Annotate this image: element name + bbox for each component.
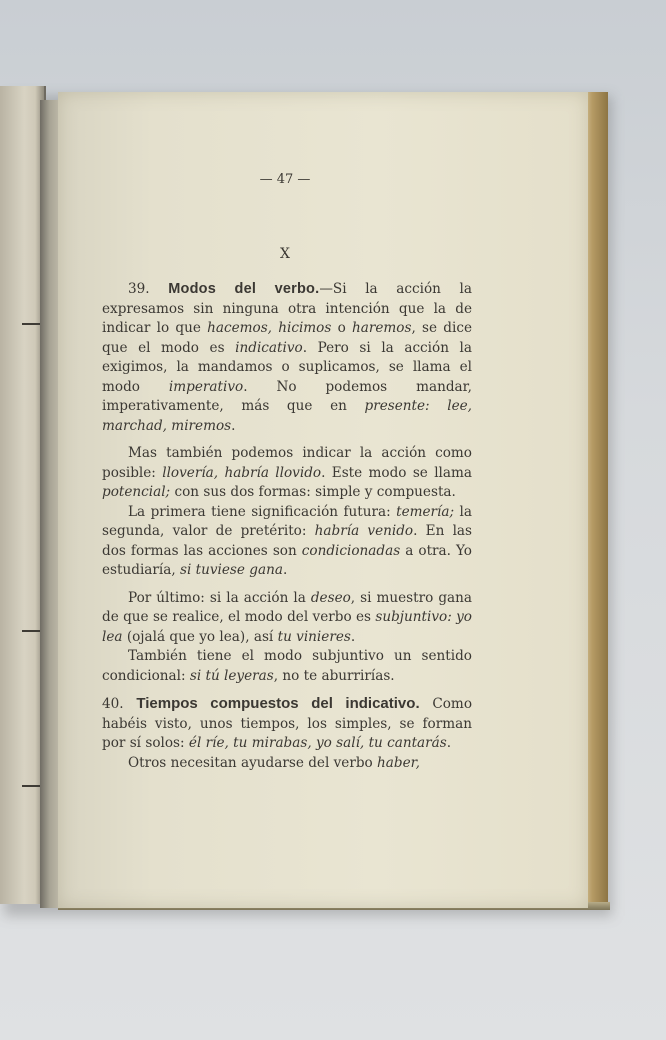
page-body	[102, 280, 472, 773]
paragraph: Por último: si la acción la deseo, si muestro gana de que se realice, el modo del verbo es subjuntivo: yo lea (ojalá que yo lea), así tu vinieres.	[102, 589, 472, 645]
section-heading: Modos del verbo.	[168, 281, 320, 297]
section-40-paragraph: 40. Tiempos compuestos del indicativo. Como habéis visto, unos tiempos, los simples, se forman por sí solos: él ríe, tu mirabas, yo salí, tu cantarás.	[102, 695, 473, 751]
section-number: 39.	[128, 281, 150, 297]
page-mark	[22, 785, 40, 787]
page-mark	[22, 630, 40, 632]
section-39-paragraph: 39. Modos del verbo.—Si la acción la expresamos sin ninguna otra intención que la de indicar lo que hacemos, hicimos o haremos, se dice que el modo es indicativo. Pero si la acción la exigimos, la mandamos o suplicamos, se llama el modo imperativo. No podemos mandar, imperativamente, más que en presente: lee, marchad, miremos.	[102, 281, 472, 434]
paragraph: Mas también podemos indicar la acción como posible: llovería, habría llovido. Este modo se llama potencial; con sus dos formas: simple y compuesta.	[102, 445, 472, 500]
paragraph: La primera tiene significación futura: temería; la segunda, valor de pretérito: habría venido. En las dos formas las acciones son condicionadas a otra. Yo estudiaría, si tuviese gana.	[102, 503, 472, 578]
page-mark	[22, 323, 40, 325]
page-number: — 47 —	[259, 172, 311, 187]
paragraph: También tiene el modo subjuntivo un sentido condicional: si tú leyeras, no te aburrirías.	[102, 648, 472, 684]
chapter-numeral: X	[280, 246, 290, 262]
section-number: 40.	[102, 696, 124, 712]
paragraph: Otros necesitan ayudarse del verbo haber,	[128, 754, 420, 771]
section-heading: Tiempos compuestos del indicativo.	[136, 695, 420, 712]
